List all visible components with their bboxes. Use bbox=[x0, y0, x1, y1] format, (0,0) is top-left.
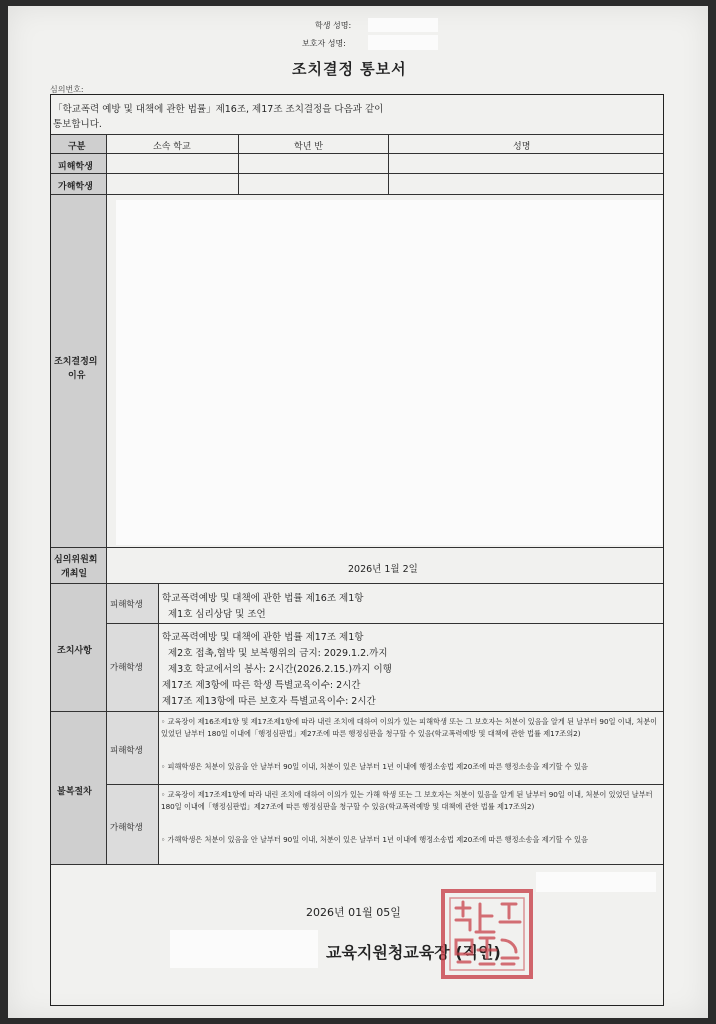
appeal-label: 불복절차 bbox=[57, 787, 92, 797]
redacted-footer-top bbox=[536, 872, 656, 892]
redacted-office-name bbox=[170, 930, 318, 968]
redacted-student-name bbox=[368, 18, 438, 32]
measures-offender-line-3: 제3호 학교에서의 봉사: 2시간(2026.2.15.)까지 이행 bbox=[168, 664, 392, 675]
page-title: 조치결정 통보서 bbox=[292, 60, 407, 78]
meeting-label-1: 심의위원회 bbox=[54, 555, 98, 565]
col-school: 소속 학교 bbox=[153, 142, 191, 152]
official-seal-icon bbox=[440, 888, 534, 980]
meeting-label-2: 개최일 bbox=[61, 569, 88, 579]
col-name: 성명 bbox=[513, 142, 531, 152]
measures-offender-line-5: 제17조 제13항에 따른 보호자 특별교육이수: 2시간 bbox=[162, 696, 376, 707]
student-name-label: 학생 성명: bbox=[315, 21, 352, 30]
appeal-offender-note-1: ◦ 교육장이 제17조제1항에 따라 내린 조치에 대하여 이의가 있는 가해 학생 또는 그 보호자는 처분이 있음을 알게 된 날부터 90일 이내, 처분이 있었던 날부터 180일 이내에「행정심판법」제27조에 따른 행정심판을 청구할 수 있음(학교폭력예방 및 대책에 관한 법률 제17조의2) bbox=[161, 790, 653, 811]
appeal-victim-label: 피해학생 bbox=[110, 746, 143, 756]
intro-line-2: 통보합니다. bbox=[53, 119, 102, 130]
measures-offender-line-4: 제17조 제3항에 따른 학생 특별교육이수: 2시간 bbox=[162, 680, 361, 691]
reason-label-1: 조치결정의 bbox=[54, 357, 98, 367]
appeal-victim-note-1: ◦ 교육장이 제16조제1항 및 제17조제1항에 따라 내린 조치에 대하여 이의가 있는 피해학생 또는 그 보호자는 처분이 있음을 알게 된 날부터 90일 이내, 처분이 있었던 날부터 180일 이내에「행정심판법」제27조에 따른 행정심판을 청구할 수 있음(학교폭력예방 및 대책에 관한 법률 제17조의2) bbox=[161, 717, 658, 738]
appeal-offender-note-2: ◦ 가해학생은 처분이 있음을 안 날부터 90일 이내, 처분이 있은 날부터 1년 이내에 행정소송법 제20조에 따른 행정소송을 제기할 수 있음 bbox=[161, 835, 588, 844]
col-grade-class: 학년 반 bbox=[294, 142, 323, 152]
appeal-offender-label: 가해학생 bbox=[110, 823, 143, 833]
row-victim: 피해학생 bbox=[58, 162, 93, 172]
col-division: 구분 bbox=[68, 142, 86, 152]
notice-document bbox=[8, 6, 708, 1018]
measures-victim-line-2: 제1호 심리상담 및 조언 bbox=[168, 609, 266, 620]
issuer-title: 교육지원청교육장 (직인) bbox=[326, 943, 501, 962]
redacted-reason-text bbox=[116, 200, 662, 545]
row-offender: 가해학생 bbox=[58, 182, 93, 192]
guardian-name-label: 보호자 성명: bbox=[302, 39, 346, 48]
measures-offender-label: 가해학생 bbox=[110, 663, 143, 673]
measures-offender-line-2: 제2호 접촉,협박 및 보복행위의 금지: 2029.1.2.까지 bbox=[168, 648, 388, 659]
meeting-date: 2026년 1월 2일 bbox=[348, 564, 418, 575]
reason-label-2: 이유 bbox=[68, 371, 86, 381]
redacted-guardian-name bbox=[368, 35, 438, 50]
case-number-label: 심의번호: bbox=[50, 85, 84, 94]
measures-label: 조치사항 bbox=[57, 646, 92, 656]
intro-line-1: 「학교폭력 예방 및 대책에 관한 법률」제16조, 제17조 조치결정을 다음과 같이 bbox=[53, 104, 384, 115]
measures-victim-label: 피해학생 bbox=[110, 600, 143, 610]
measures-offender-line-1: 학교폭력예방 및 대책에 관한 법률 제17조 제1항 bbox=[162, 632, 364, 643]
appeal-victim-note-2: ◦ 피해학생은 처분이 있음을 안 날부터 90일 이내, 처분이 있은 날부터 1년 이내에 행정소송법 제20조에 따른 행정소송을 제기할 수 있음 bbox=[161, 762, 588, 771]
issue-date: 2026년 01월 05일 bbox=[306, 906, 401, 919]
measures-victim-line-1: 학교폭력예방 및 대책에 관한 법률 제16조 제1항 bbox=[162, 593, 364, 604]
